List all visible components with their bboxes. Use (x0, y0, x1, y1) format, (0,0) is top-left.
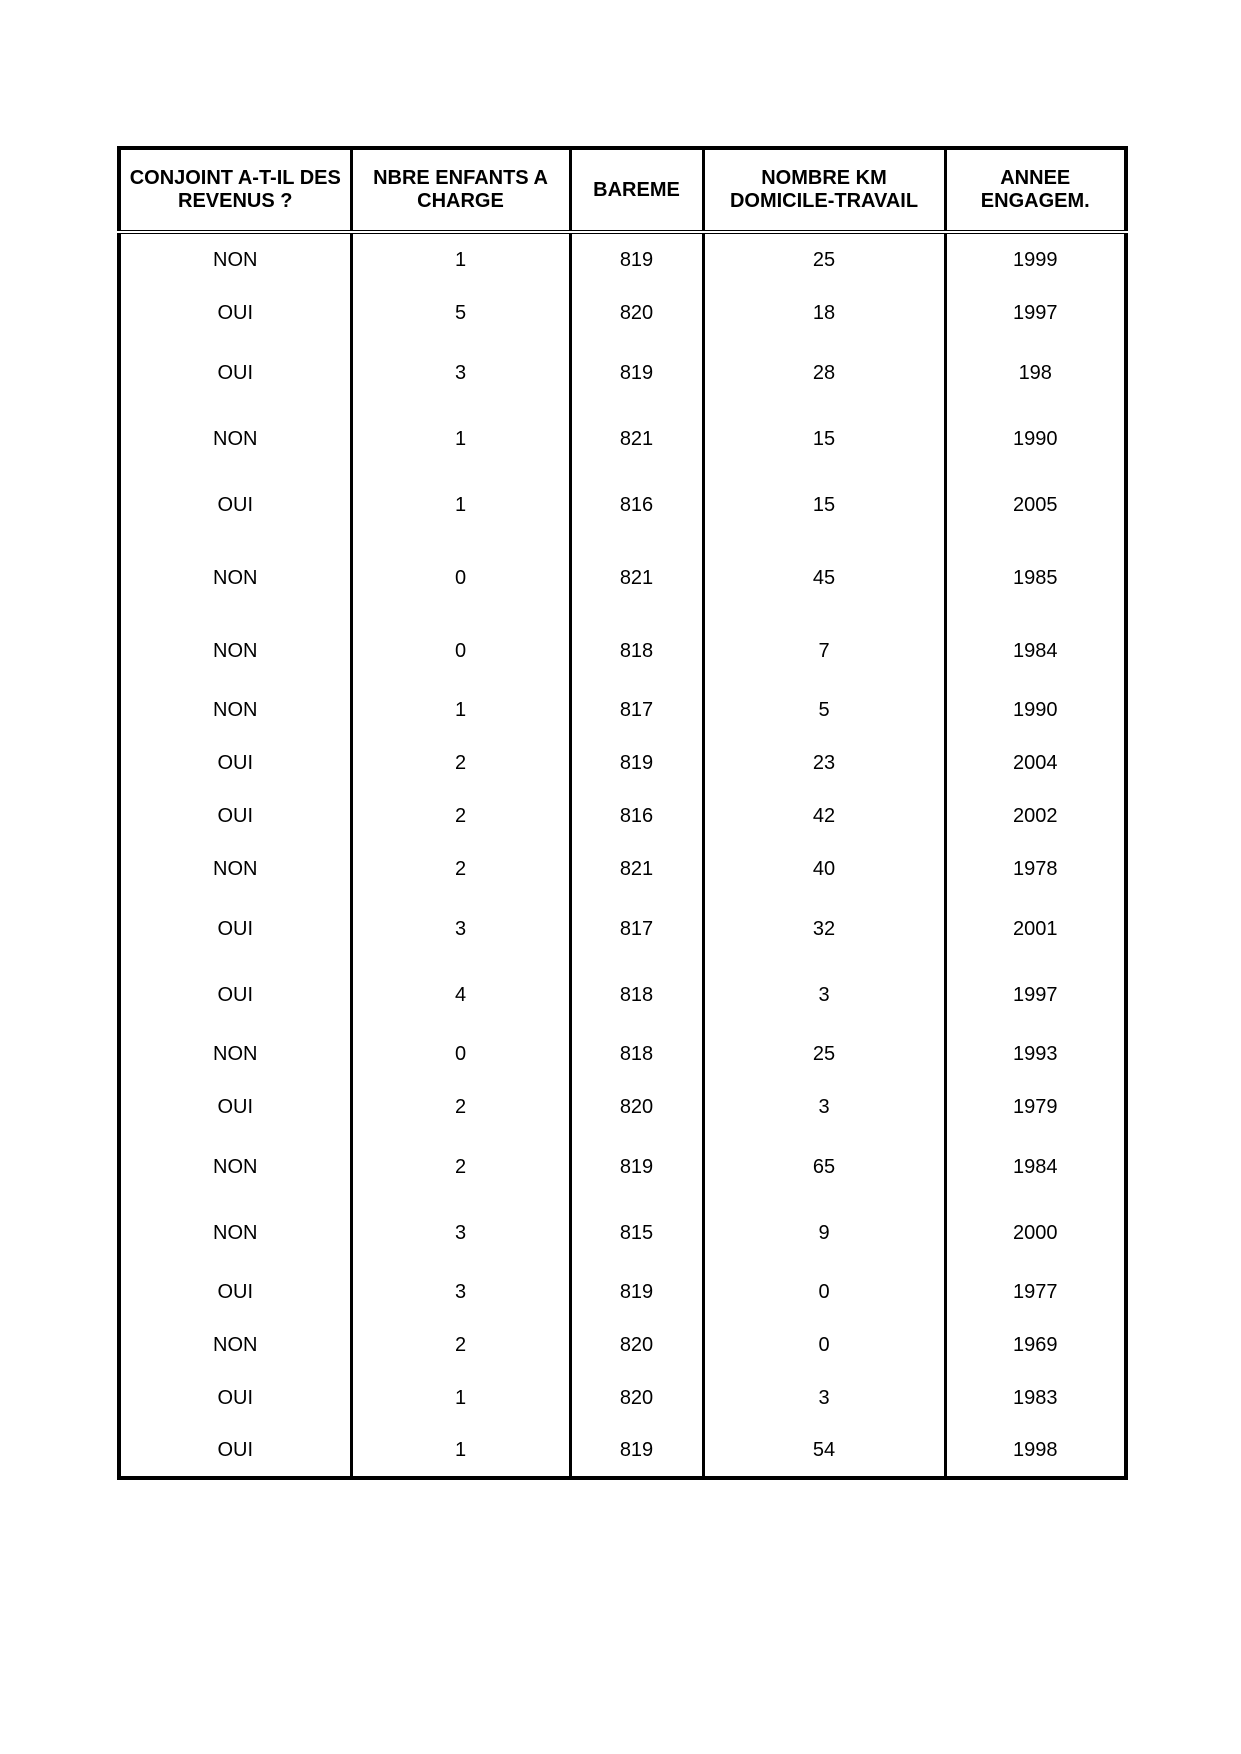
header-line: NBRE ENFANTS A (373, 167, 548, 189)
header-nombre-km (703, 148, 945, 232)
cell-conjoint-revenus: NON (119, 1134, 351, 1200)
cell-bareme: 819 (570, 1266, 703, 1319)
table-row (119, 472, 1126, 538)
cell-nbre-enfants: 2 (351, 1319, 570, 1372)
cell-bareme: 820 (570, 286, 703, 340)
data-table (117, 146, 1128, 1480)
cell-nombre-km: 65 (703, 1134, 945, 1200)
cell-annee-engagement: 1984 (945, 618, 1126, 684)
cell-nbre-enfants: 1 (351, 472, 570, 538)
cell-conjoint-revenus: OUI (119, 1081, 351, 1134)
cell-nombre-km: 25 (703, 232, 945, 286)
cell-conjoint-revenus: OUI (119, 896, 351, 962)
table-row (119, 1200, 1126, 1266)
cell-conjoint-revenus: NON (119, 1028, 351, 1081)
table-row (119, 790, 1126, 843)
cell-nombre-km: 54 (703, 1425, 945, 1478)
cell-annee-engagement: 1997 (945, 286, 1126, 340)
header-row (119, 148, 1126, 232)
cell-nbre-enfants: 1 (351, 1425, 570, 1478)
table-row (119, 1134, 1126, 1200)
cell-nombre-km: 45 (703, 538, 945, 618)
cell-nombre-km: 28 (703, 340, 945, 406)
table-row (119, 1028, 1126, 1081)
cell-annee-engagement: 1979 (945, 1081, 1126, 1134)
cell-conjoint-revenus: OUI (119, 472, 351, 538)
cell-bareme: 820 (570, 1372, 703, 1425)
header-line: NOMBRE KM (761, 167, 887, 189)
header-bareme (570, 148, 703, 232)
cell-bareme: 816 (570, 472, 703, 538)
cell-bareme: 821 (570, 538, 703, 618)
cell-annee-engagement: 2000 (945, 1200, 1126, 1266)
cell-annee-engagement: 2002 (945, 790, 1126, 843)
header-line: DOMICILE-TRAVAIL (729, 190, 919, 212)
cell-nbre-enfants: 2 (351, 1134, 570, 1200)
cell-annee-engagement: 1998 (945, 1425, 1126, 1478)
table-row (119, 962, 1126, 1028)
table-row (119, 896, 1126, 962)
cell-nbre-enfants: 2 (351, 843, 570, 896)
header-line: ANNEE (1000, 167, 1071, 189)
cell-annee-engagement: 1999 (945, 232, 1126, 286)
cell-nombre-km: 42 (703, 790, 945, 843)
cell-nombre-km: 15 (703, 406, 945, 472)
cell-annee-engagement: 2001 (945, 896, 1126, 962)
table-row (119, 1372, 1126, 1425)
cell-nombre-km: 0 (703, 1266, 945, 1319)
cell-annee-engagement: 1983 (945, 1372, 1126, 1425)
header-line: REVENUS ? (178, 190, 293, 212)
cell-nombre-km: 15 (703, 472, 945, 538)
header-line: CHARGE (417, 190, 504, 212)
cell-conjoint-revenus: OUI (119, 340, 351, 406)
cell-conjoint-revenus: OUI (119, 286, 351, 340)
table-row (119, 1319, 1126, 1372)
header-annee-engagement (945, 148, 1126, 232)
table-row (119, 340, 1126, 406)
cell-nombre-km: 0 (703, 1319, 945, 1372)
cell-nbre-enfants: 0 (351, 1028, 570, 1081)
table-row (119, 1081, 1126, 1134)
table-header (119, 148, 1126, 232)
cell-nbre-enfants: 1 (351, 684, 570, 737)
cell-nbre-enfants: 2 (351, 1081, 570, 1134)
cell-conjoint-revenus: OUI (119, 737, 351, 790)
table-row (119, 843, 1126, 896)
cell-annee-engagement: 1997 (945, 962, 1126, 1028)
cell-nbre-enfants: 1 (351, 406, 570, 472)
header-line: BAREME (593, 178, 680, 201)
cell-nombre-km: 3 (703, 1081, 945, 1134)
cell-bareme: 818 (570, 618, 703, 684)
cell-conjoint-revenus: OUI (119, 1372, 351, 1425)
cell-nombre-km: 18 (703, 286, 945, 340)
cell-annee-engagement: 1969 (945, 1319, 1126, 1372)
cell-bareme: 820 (570, 1081, 703, 1134)
cell-conjoint-revenus: OUI (119, 962, 351, 1028)
table-row (119, 737, 1126, 790)
table-row (119, 1425, 1126, 1478)
cell-annee-engagement: 198 (945, 340, 1126, 406)
cell-conjoint-revenus: NON (119, 232, 351, 286)
cell-conjoint-revenus: NON (119, 538, 351, 618)
cell-annee-engagement: 1990 (945, 406, 1126, 472)
cell-nombre-km: 40 (703, 843, 945, 896)
cell-conjoint-revenus: NON (119, 1200, 351, 1266)
cell-bareme: 815 (570, 1200, 703, 1266)
cell-nbre-enfants: 2 (351, 790, 570, 843)
cell-bareme: 817 (570, 684, 703, 737)
cell-nbre-enfants: 5 (351, 286, 570, 340)
cell-nbre-enfants: 4 (351, 962, 570, 1028)
cell-nombre-km: 3 (703, 962, 945, 1028)
cell-bareme: 819 (570, 1134, 703, 1200)
cell-bareme: 818 (570, 1028, 703, 1081)
cell-nbre-enfants: 3 (351, 1200, 570, 1266)
cell-bareme: 819 (570, 232, 703, 286)
cell-nbre-enfants: 3 (351, 896, 570, 962)
table-row (119, 406, 1126, 472)
cell-bareme: 818 (570, 962, 703, 1028)
cell-conjoint-revenus: NON (119, 1319, 351, 1372)
cell-conjoint-revenus: NON (119, 406, 351, 472)
cell-bareme: 819 (570, 1425, 703, 1478)
table-row (119, 232, 1126, 286)
cell-bareme: 819 (570, 340, 703, 406)
cell-nombre-km: 23 (703, 737, 945, 790)
cell-nombre-km: 5 (703, 684, 945, 737)
cell-annee-engagement: 1978 (945, 843, 1126, 896)
cell-nbre-enfants: 1 (351, 232, 570, 286)
cell-bareme: 819 (570, 737, 703, 790)
cell-conjoint-revenus: OUI (119, 1266, 351, 1319)
cell-conjoint-revenus: OUI (119, 1425, 351, 1478)
header-line: ENGAGEM. (980, 190, 1090, 212)
cell-annee-engagement: 1993 (945, 1028, 1126, 1081)
cell-nombre-km: 9 (703, 1200, 945, 1266)
cell-conjoint-revenus: NON (119, 843, 351, 896)
cell-nombre-km: 7 (703, 618, 945, 684)
cell-annee-engagement: 1985 (945, 538, 1126, 618)
cell-nbre-enfants: 3 (351, 1266, 570, 1319)
header-nbre-enfants (351, 148, 570, 232)
cell-annee-engagement: 2004 (945, 737, 1126, 790)
cell-bareme: 821 (570, 406, 703, 472)
table-row (119, 684, 1126, 737)
cell-bareme: 820 (570, 1319, 703, 1372)
cell-annee-engagement: 1977 (945, 1266, 1126, 1319)
cell-nbre-enfants: 0 (351, 618, 570, 684)
cell-nbre-enfants: 1 (351, 1372, 570, 1425)
cell-conjoint-revenus: NON (119, 684, 351, 737)
cell-annee-engagement: 1990 (945, 684, 1126, 737)
cell-bareme: 821 (570, 843, 703, 896)
cell-conjoint-revenus: NON (119, 618, 351, 684)
table-row (119, 538, 1126, 618)
table-row (119, 286, 1126, 340)
cell-bareme: 816 (570, 790, 703, 843)
table-body (119, 232, 1126, 1478)
header-line: CONJOINT A-T-IL DES (129, 167, 341, 189)
cell-nbre-enfants: 3 (351, 340, 570, 406)
cell-bareme: 817 (570, 896, 703, 962)
header-conjoint-revenus (119, 148, 351, 232)
cell-conjoint-revenus: OUI (119, 790, 351, 843)
cell-nbre-enfants: 2 (351, 737, 570, 790)
cell-nombre-km: 32 (703, 896, 945, 962)
table-row (119, 1266, 1126, 1319)
table-row (119, 618, 1126, 684)
cell-annee-engagement: 2005 (945, 472, 1126, 538)
cell-nombre-km: 25 (703, 1028, 945, 1081)
cell-nombre-km: 3 (703, 1372, 945, 1425)
cell-nbre-enfants: 0 (351, 538, 570, 618)
cell-annee-engagement: 1984 (945, 1134, 1126, 1200)
